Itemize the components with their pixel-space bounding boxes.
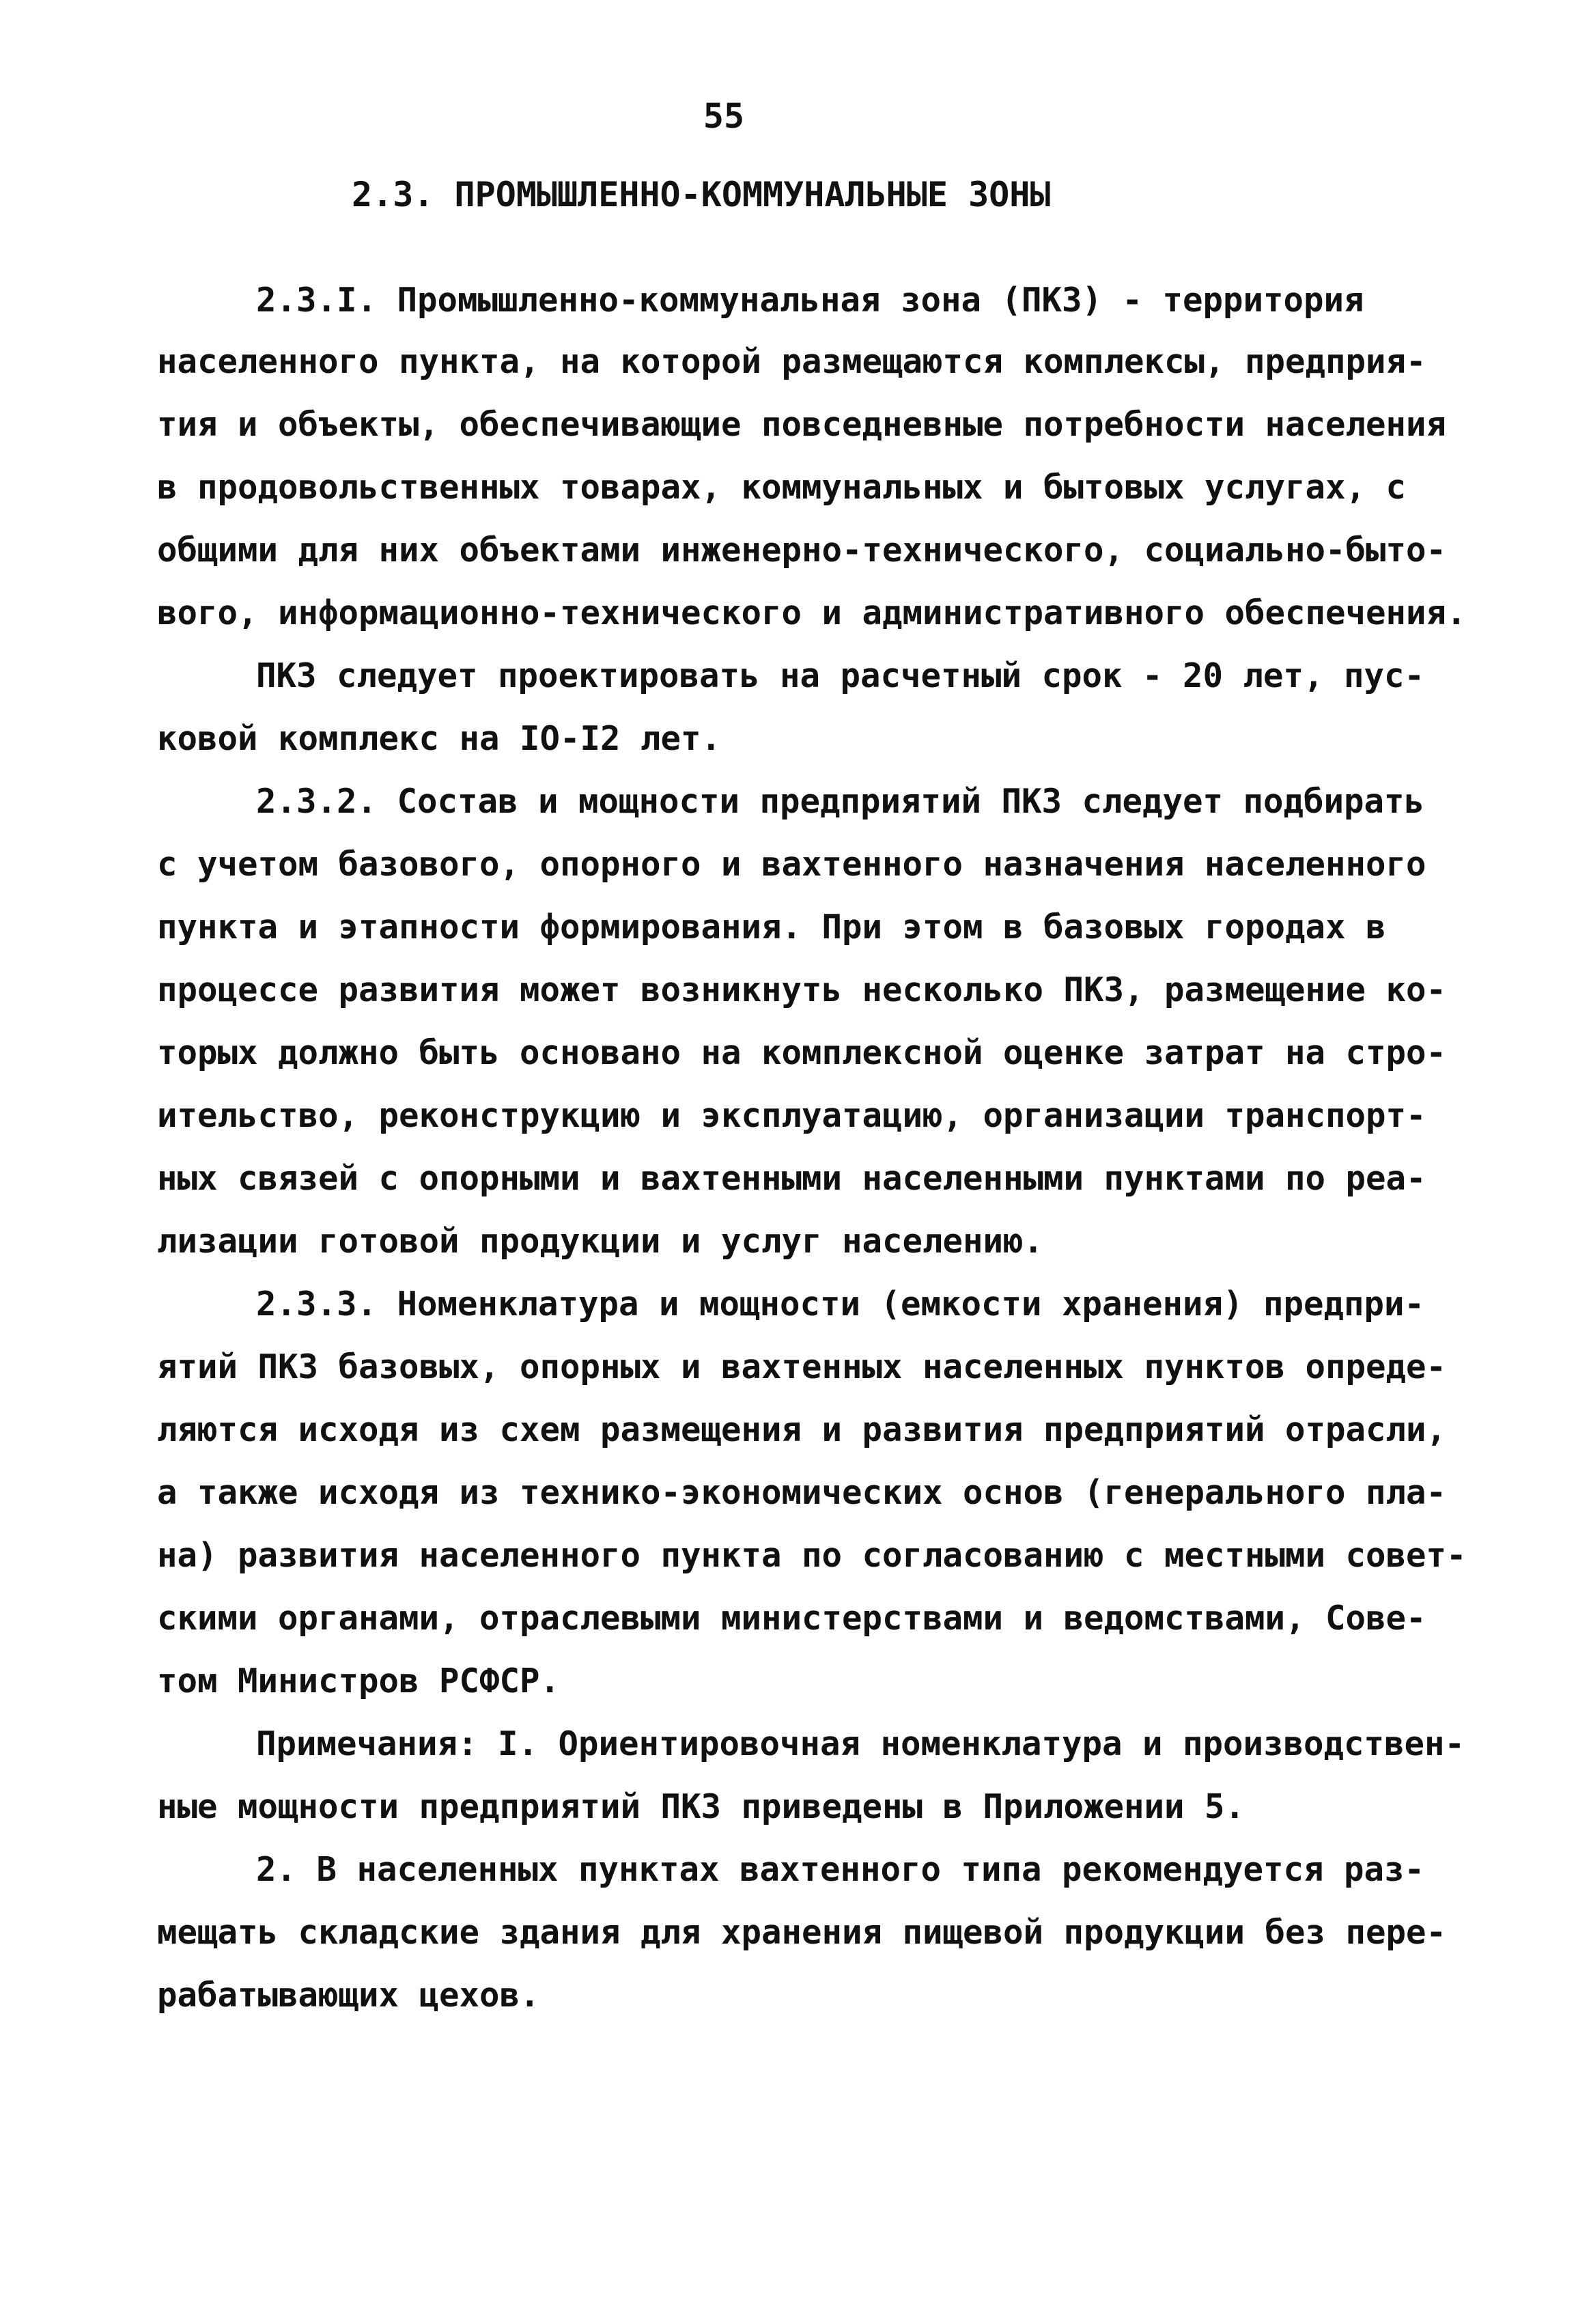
page-number: 55: [703, 96, 745, 136]
text-line: ПКЗ следует проектировать на расчетный срок - 20 лет, пус-: [256, 656, 1425, 695]
text-line: процессе развития может возникнуть несколько ПКЗ, размещение ко-: [157, 970, 1447, 1009]
text-line: том Министров РСФСР.: [157, 1662, 561, 1700]
text-line: 2.3.3. Номенклатура и мощности (емкости хранения) предпри-: [256, 1285, 1425, 1324]
text-line: а также исходя из технико-экономических основ (генерального пла-: [157, 1473, 1447, 1512]
text-line: 2.3.I. Промышленно-коммунальная зона (ПКЗ) - территория: [256, 281, 1364, 320]
text-line: ятий ПКЗ базовых, опорных и вахтенных населенных пунктов опреде-: [157, 1347, 1447, 1386]
text-line: в продовольственных товарах, коммунальных и бытовых услугах, с: [157, 468, 1407, 507]
text-line: мещать складские здания для хранения пищевой продукции без пере-: [157, 1913, 1447, 1952]
text-line: рабатывающих цехов.: [157, 1976, 540, 2015]
text-line: вого, информационно-технического и административного обеспечения.: [157, 593, 1467, 632]
text-line: общими для них объектами инженерно-технического, социально-быто-: [157, 531, 1447, 570]
text-line: 2.3.2. Состав и мощности предприятий ПКЗ следует подбирать: [256, 782, 1425, 821]
text-line: ных связей с опорными и вахтенными населенными пунктами по реа-: [157, 1159, 1426, 1198]
text-line: ительство, реконструкцию и эксплуатацию, организации транспорт-: [157, 1096, 1426, 1135]
text-line: на) развития населенного пункта по согласованию с местными совет-: [157, 1536, 1467, 1575]
text-line: пункта и этапности формирования. При этом в базовых городах в: [157, 908, 1386, 947]
text-line: скими органами, отраслевыми министерствами и ведомствами, Сове-: [157, 1599, 1426, 1638]
section-title: 2.3. ПРОМЫШЛЕННО-КОММУНАЛЬНЫЕ ЗОНЫ: [352, 175, 1051, 214]
text-line: с учетом базового, опорного и вахтенного назначения населенного: [157, 845, 1426, 884]
text-line: торых должно быть основано на комплексной оценке затрат на стро-: [157, 1033, 1447, 1072]
text-line: ковой комплекс на IO-I2 лет.: [157, 719, 722, 758]
text-line: лизации готовой продукции и услуг населению.: [157, 1222, 1044, 1261]
text-line: ные мощности предприятий ПКЗ приведены в Приложении 5.: [157, 1787, 1245, 1826]
text-line: тия и объекты, обеспечивающие повседневные потребности населения: [157, 405, 1447, 444]
text-line: ляются исходя из схем размещения и развития предприятий отрасли,: [157, 1410, 1447, 1449]
text-line: Примечания: I. Ориентировочная номенклатура и производствен-: [256, 1724, 1465, 1763]
text-line: населенного пункта, на которой размещаются комплексы, предприя-: [157, 342, 1426, 381]
text-line: 2. В населенных пунктах вахтенного типа рекомендуется раз-: [256, 1850, 1425, 1889]
